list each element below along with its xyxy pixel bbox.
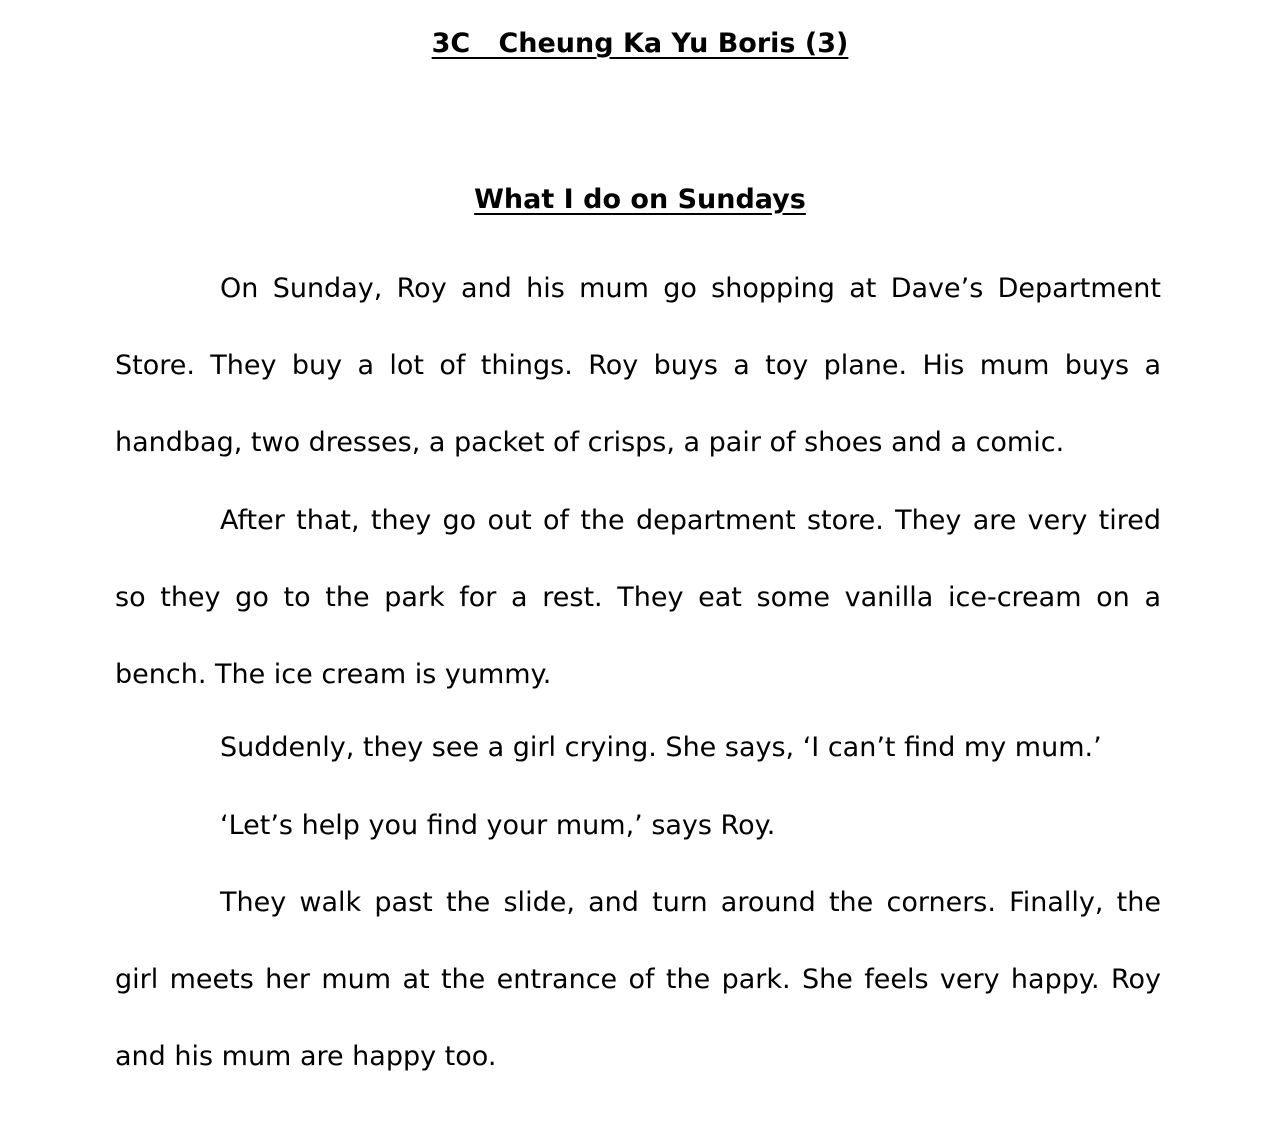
paragraph-finding-mum: They walk past the slide, and turn around the corners. Finally, the girl meets her mum at the entrance of the park. She feels very happy. Roy and his mum are happy too. [115,887,1161,1072]
essay-title: What I do on Sundays [474,184,806,215]
paragraph-shopping: On Sunday, Roy and his mum go shopping at Dave’s Department Store. They buy a lot of things. Roy buys a toy plane. His mum buys a handbag, two dresses, a packet of crisps, a pair of shoes and a comic. [115,273,1161,458]
paragraph-park: After that, they go out of the department store. They are very tired so they go to the park for a rest. They eat some vanilla ice-cream on a bench. The ice cream is yummy. [115,505,1161,690]
paragraph-girl-crying: Suddenly, they see a girl crying. She says, ‘I can’t find my mum.’ [220,732,1102,763]
paragraph-roy-offer: ‘Let’s help you find your mum,’ says Roy. [220,810,776,841]
student-header: 3C Cheung Ka Yu Boris (3) [431,28,849,59]
